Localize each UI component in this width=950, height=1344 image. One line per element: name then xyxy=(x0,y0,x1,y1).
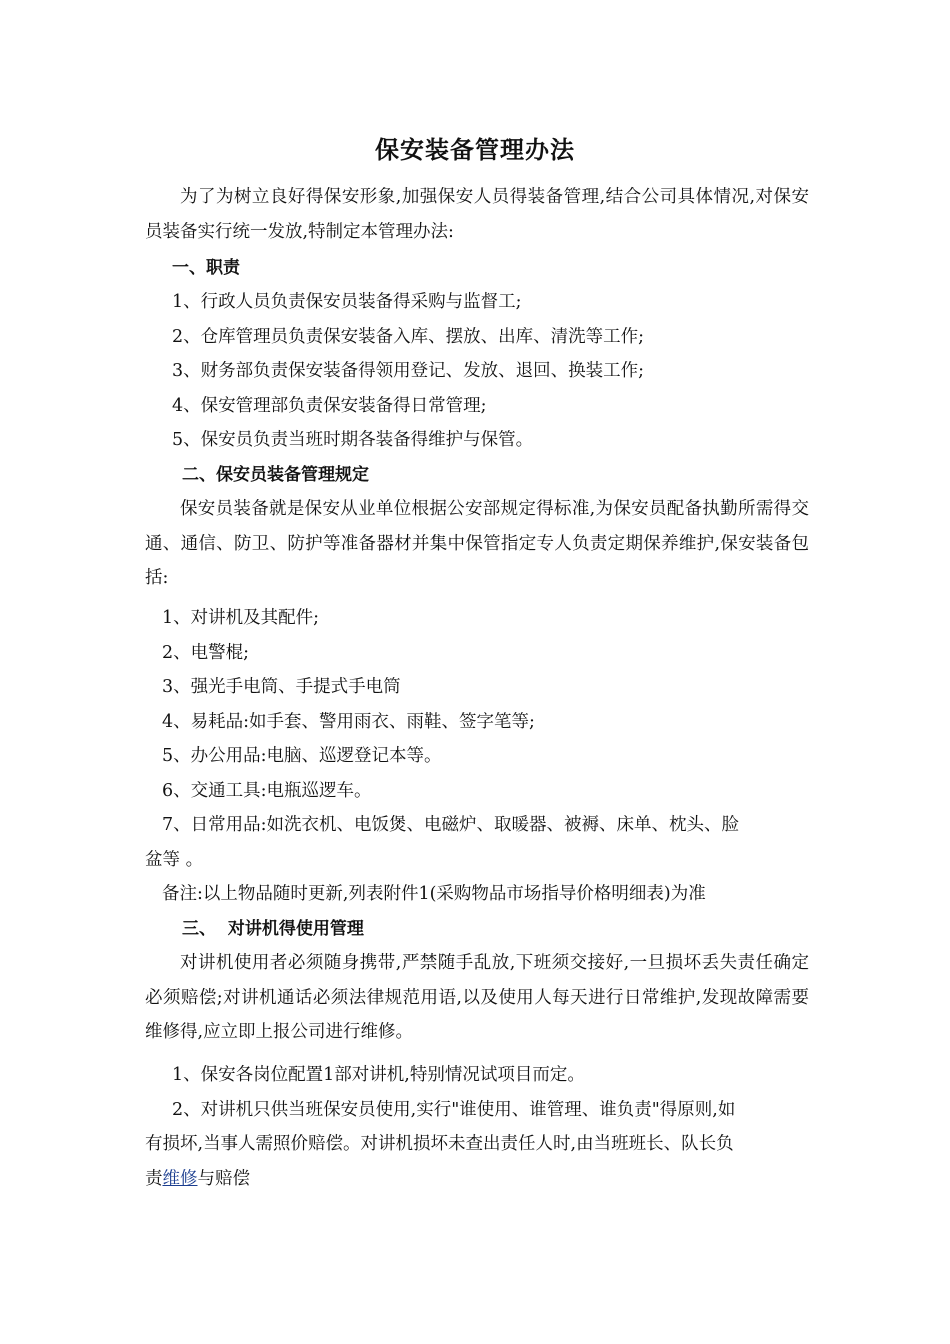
radio-item-2-cont: 有损坏,当事人需照价赔偿。对讲机损坏未查出责任人时,由当班班长、队长负 xyxy=(145,1134,734,1154)
page-title: 保安装备管理办法 xyxy=(375,136,575,164)
section-heading-duties: 一、职责 xyxy=(172,258,240,278)
radio-item-2-end-post: 与赔偿 xyxy=(197,1169,250,1189)
equipment-note: 备注:以上物品随时更新,列表附件1(采购物品市场指导价格明细表)为准 xyxy=(162,884,706,904)
radio-item-2-end-pre: 责 xyxy=(145,1169,163,1189)
radio-item-2-end xyxy=(145,1162,250,1196)
equipment-item-6: 6、交通工具:电瓶巡逻车。 xyxy=(162,781,372,801)
section-heading-equipment-rules: 二、保安员装备管理规定 xyxy=(182,465,369,485)
section-heading-radio: 三、 对讲机得使用管理 xyxy=(182,919,364,939)
duty-item-1: 1、行政人员负责保安员装备得采购与监督工; xyxy=(172,292,522,312)
duty-item-4: 4、保安管理部负责保安装备得日常管理; xyxy=(172,396,487,416)
equipment-item-4: 4、易耗品:如手套、警用雨衣、雨鞋、签字笔等; xyxy=(162,712,535,732)
equipment-item-3: 3、强光手电筒、手提式手电筒 xyxy=(162,677,401,697)
radio-item-2: 2、对讲机只供当班保安员使用,实行"谁使用、谁管理、谁负责"得原则,如 xyxy=(172,1100,736,1120)
equipment-item-7: 7、日常用品:如洗衣机、电饭煲、电磁炉、取暖器、被褥、床单、枕头、脸 xyxy=(162,815,740,835)
radio-paragraph: 对讲机使用者必须随身携带,严禁随手乱放,下班须交接好,一旦损坏丢失责任确定必须赔偿;对讲机通话必须法律规范用语,以及使用人每天进行日常维护,发现故障需要维修得,应立即上报公司进行维修。 xyxy=(145,953,809,1042)
equipment-item-1: 1、对讲机及其配件; xyxy=(162,608,320,628)
equipment-item-7-cont: 盆等 。 xyxy=(145,850,204,870)
duty-item-5: 5、保安员负责当班时期各装备得维护与保管。 xyxy=(172,430,534,450)
intro-paragraph: 为了为树立良好得保安形象,加强保安人员得装备管理,结合公司具体情况,对保安员装备实行统一发放,特制定本管理办法: xyxy=(145,187,809,242)
repair-link[interactable]: 维修 xyxy=(162,1169,198,1189)
equipment-item-2: 2、电警棍; xyxy=(162,643,250,663)
equipment-item-5: 5、办公用品:电脑、巡逻登记本等。 xyxy=(162,746,442,766)
duty-item-3: 3、财务部负责保安装备得领用登记、发放、退回、换装工作; xyxy=(172,361,645,381)
duty-item-2: 2、仓库管理员负责保安装备入库、摆放、出库、清洗等工作; xyxy=(172,327,645,347)
equipment-paragraph: 保安员装备就是保安从业单位根据公安部规定得标准,为保安员配备执勤所需得交通、通信、防卫、防护等准备器材并集中保管指定专人负责定期保养维护,保安装备包括: xyxy=(145,499,809,588)
radio-item-1: 1、保安各岗位配置1部对讲机,特别情况试项目而定。 xyxy=(172,1065,585,1085)
